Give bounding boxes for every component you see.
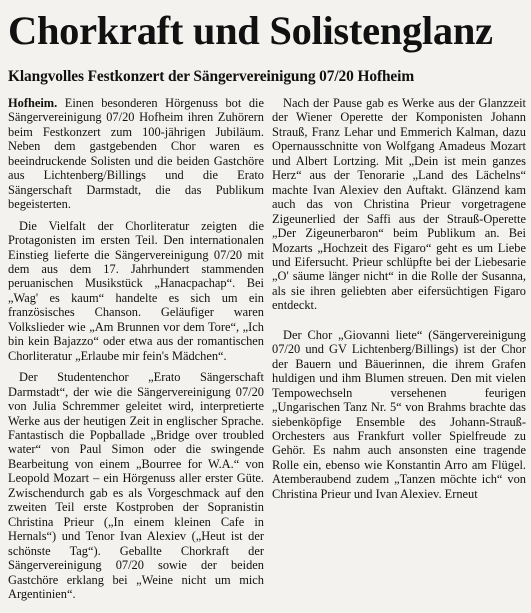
headline: Chorkraft und Solistenglanz — [8, 8, 493, 53]
paragraph: Die Vielfalt der Chorliteratur zeigten die Protagonisten im ersten Teil. Den internationalen Einstieg lieferte die Sängervereinigung 07/20 mit dem aus dem 17. Jahrhundert stammenden peruanischen Musikstück „Hanacpachap“. Bei „Wag' es kaum“ handelte es sich um ein französisches Chanson. Geläufiger waren Volkslieder wie „Am Brunnen vor dem Tore“, „Ich bin kein Bajazzo“ oder etwa aus der romantischen Chorliteratur „Erlaube mir fein's Mädchen“. — [8, 218, 264, 363]
subheadline: Klangvolles Festkonzert der Sängervereinigung 07/20 Hofheim — [8, 68, 415, 85]
paragraph: Der Studentenchor „Erato Sängerschaft Darmstadt“, der wie die Sängervereinigung 07/20 von Julia Schremmer geleitet wird, interpretierte Werke aus der heutigen Zeit in englischer Sprache. Fantastisch die Popballade „Bridge over troubled water“ von Paul Simon oder die swingende Bearbeitung von einem „Bourree for W.A.“ von Leopold Mozart – ein Hörgenuss aller erster Güte. Zwischendurch gab es als Vorgeschmack auf den zweiten Teil erste Kostproben der Sopranistin Christina Prieur („In einem kleinen Cafe in Hernals“) und Tenor Ivan Alexiev („Heut ist der schönste Tag“). Geballte Chorkraft der Sängervereinigung 07/20 sowie der beiden Gastchöre erklang bei „Weine nicht um mich Argentinien“. — [8, 370, 264, 601]
paragraph: Der Chor „Giovanni liete“ (Sängervereinigung 07/20 und GV Lichtenberg/Billings) ist der Chor der Bauern und Bäuerinnen, die ihrem Grafen huldigen und ihm Blumen streuen. Den mit vielen Tempowechseln versehenen feurigen „Ungarischen Tanz Nr. 5“ von Brahms brachte das siebenköpfige Ensemble des Johann-Strauß-Orchesters aus Frankfurt voller Spielfreude zu Gehör. Es nahm auch ansonsten eine tragende Rolle ein, ebenso wie Konstantin Arro am Flügel. Atemberaubend zudem „Tanzen möchte ich“ von Christina Prieur und Ivan Alexiev. Erneut — [272, 327, 526, 501]
dateline: Hofheim. — [8, 96, 58, 110]
paragraph-text: Einen besonderen Hörgenuss bot die Sängervereinigung 07/20 Hofheim ihren Zuhörern beim Festkonzert zum 100-jährigen Jubiläum. Neben dem gastgebenden Chor waren es beeindruckende Solisten und die beiden Gastchöre aus Lichtenberg/Billings und die Erato Sängerschaft Darmstadt, die das Publikum begeisterten. — [8, 96, 264, 212]
left-column — [8, 96, 264, 601]
right-column — [272, 96, 526, 501]
article-body — [8, 96, 526, 613]
paragraph: Nach der Pause gab es Werke aus der Glanzzeit der Wiener Operette der Komponisten Johann Strauß, Franz Lehar und Emmerich Kalman, dazu Opernausschnitte von Wolfgang Amadeus Mozart und Albert Lortzing. Mit „Dein ist mein ganzes Herz“ aus der Tenorarie „Land des Lächelns“ machte Ivan Alexiev den Auftakt. Glänzend kam auch das von Christina Prieur vorgetragene Zigeunerlied der Saffi aus der Strauß-Operette „Der Zigeunerbaron“ beim Publikum an. Bei Mozarts „Hochzeit des Figaro“ geht es um Liebe und Eifersucht. Prieur schlüpfte bei der Liebesarie „O' säume länger nicht“ in die Rolle der Susanna, als sie ihren geliebten aber eifersüchtigen Figaro entdeckt. — [272, 96, 526, 313]
paragraph — [8, 96, 264, 212]
